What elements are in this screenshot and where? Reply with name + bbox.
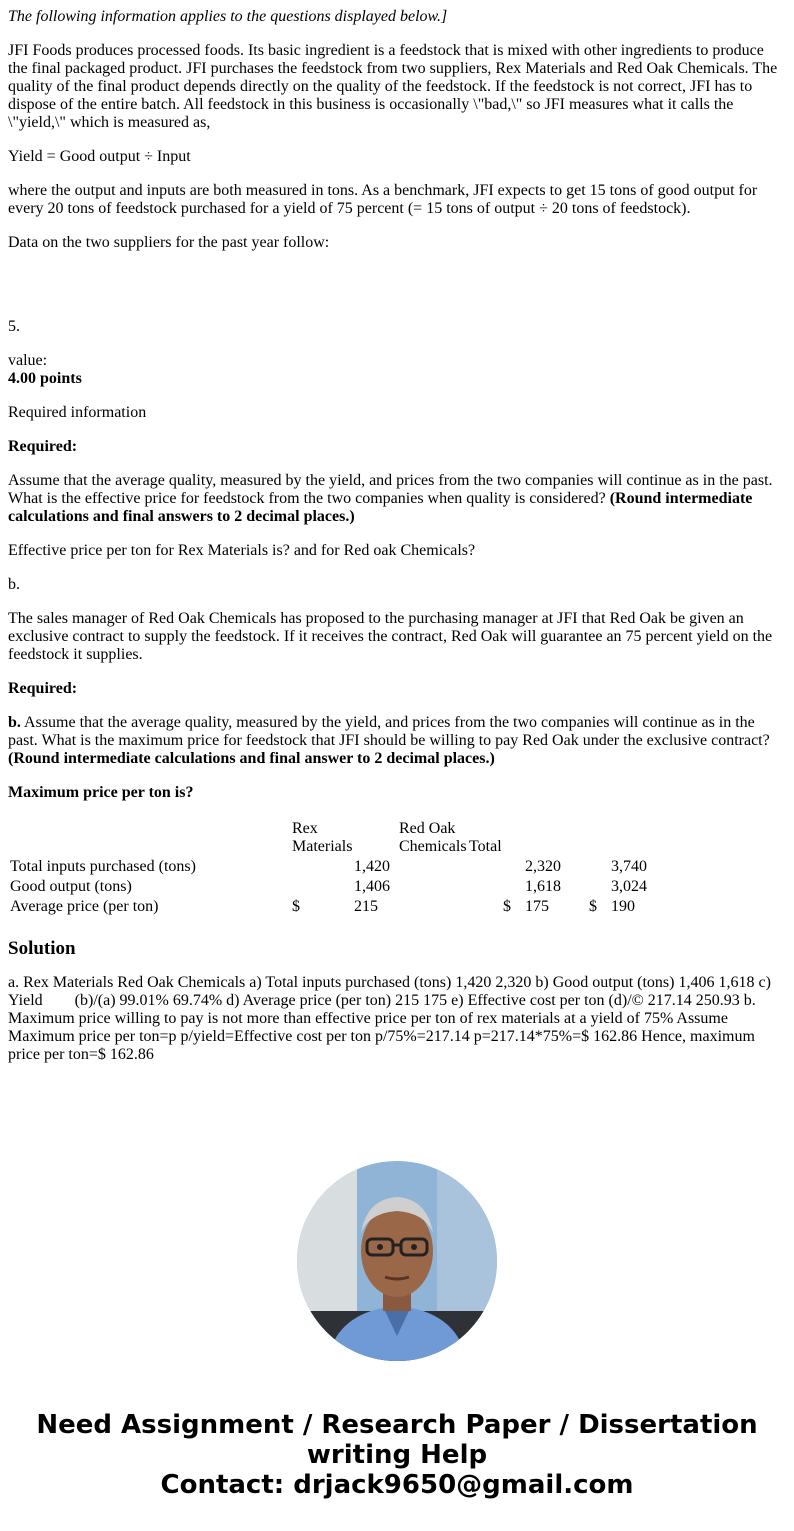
required-label-2: [8, 680, 786, 698]
part-b-context: The sales manager of Red Oak Chemicals has proposed to the purchasing manager at JFI that Red Oak be given an exclusive contract to supply the feedstock. If it receives the contract, Red Oak will guarantee an 75 percent yield on the feedstock it supplies.: [8, 610, 773, 663]
required-label-2-text: Required:: [8, 680, 78, 697]
cell-red: 2,320: [525, 858, 561, 875]
cell-rex: 215: [354, 898, 378, 915]
intro-header-text: The following information applies to the questions displayed below.]: [8, 8, 448, 25]
part-a-text: Assume that the average quality, measured by the yield, and prices from the two companies will continue as in the past. What is the effective price for feedstock from the two companies when quality is considered?: [8, 472, 773, 507]
cell-total: 3,024: [611, 878, 647, 895]
header-rex-2: Materials: [292, 838, 353, 855]
benchmark-paragraph: where the output and inputs are both measured in tons. As a benchmark, JFI expects to get 15 tons of good output for every 20 tons of feedstock purchased for a yield of 75 percent (= 15 tons of output ÷ 20 tons of feedstock).: [8, 182, 758, 217]
footer-contact[interactable]: Contact: drjack9650@gmail.com: [160, 1470, 634, 1500]
currency-red: $: [503, 898, 511, 915]
part-b-rounding: (Round intermediate calculations and final answer to 2 decimal places.): [8, 750, 495, 767]
value-label: value:: [8, 352, 48, 369]
part-b-ask-text: Maximum price per ton is?: [8, 784, 194, 801]
header-red-1: Red Oak: [399, 820, 456, 837]
intro-header: [8, 8, 786, 26]
footer-banner: [0, 1410, 794, 1500]
row-label: Total inputs purchased (tons): [10, 858, 196, 875]
cell-rex: 1,420: [354, 858, 390, 875]
solution-text: a. Rex Materials Red Oak Chemicals a) Total inputs purchased (tons) 1,420 2,320 b) Good output (tons) 1,406 1,618 c) Yield (b)/(a) 99.01% 69.74% d) Average price (per ton) 215 175 e) Effective cost per ton (d)/© 217.14 250.93 b. Maximum price willing to pay is not more than effective price per ton of rex materials at a yield of 75% Assume Maximum price per ton=p p/yield=Effective cost per ton p/75%=217.14 p=217.14*75%=$ 162.86 Hence, maximum price per ton=$ 162.86: [8, 974, 771, 1063]
yield-formula: Yield = Good output ÷ Input: [8, 148, 191, 165]
solution-heading: Solution: [8, 938, 76, 959]
cell-red: 1,618: [525, 878, 561, 895]
required-label-text: Required:: [8, 438, 78, 455]
document: [0, 8, 794, 1064]
person-photo-icon: [297, 1161, 497, 1361]
points: 4.00 points: [8, 370, 82, 387]
question-number: 5.: [8, 318, 20, 335]
header-total: Total: [469, 838, 502, 855]
cell-total: 190: [611, 898, 635, 915]
part-b-question: [8, 714, 786, 768]
row-label: Average price (per ton): [10, 898, 159, 915]
intro-paragraph: JFI Foods produces processed foods. Its basic ingredient is a feedstock that is mixed with other ingredients to produce the final packaged product. JFI purchases the feedstock from two suppliers, Rex Materials and Red Oak Chemicals. The quality of the final product depends directly on the quality of the feedstock. If the feedstock is not correct, JFI has to dispose of the entire batch. All feedstock in this business is occasionally \"bad,\" so JFI measures what it calls the \"yield,\" which is measured as,: [8, 42, 778, 131]
cell-red: 175: [525, 898, 549, 915]
part-a-question: [8, 472, 786, 526]
spacer: [8, 268, 786, 302]
part-b-ask: [8, 784, 786, 802]
currency-rex: $: [292, 898, 300, 915]
header-rex-1: Rex: [292, 820, 318, 837]
part-b-prefix: b.: [8, 714, 21, 731]
part-b-label: b.: [8, 576, 20, 593]
footer-line-1: Need Assignment / Research Paper / Dissertation writing Help: [36, 1410, 758, 1470]
part-a-rounding: (Round intermediate calculations and final answers to 2 decimal places.): [8, 490, 753, 525]
supplier-table: [8, 820, 786, 922]
cell-total: 3,740: [611, 858, 647, 875]
cell-rex: 1,406: [354, 878, 390, 895]
data-intro: Data on the two suppliers for the past year follow:: [8, 234, 330, 251]
row-label: Good output (tons): [10, 878, 132, 895]
required-info: Required information: [8, 404, 147, 421]
part-a-ask: Effective price per ton for Rex Materials is? and for Red oak Chemicals?: [8, 542, 476, 559]
part-b-text: Assume that the average quality, measured by the yield, and prices from the two companies will continue as in the past. What is the maximum price for feedstock that JFI should be willing to pay Red Oak under the exclusive contract?: [8, 714, 770, 749]
currency-total: $: [589, 898, 597, 915]
header-red-2: Chemicals: [399, 838, 467, 855]
required-label: [8, 438, 786, 456]
question-value: [8, 352, 786, 388]
author-photo: [297, 1161, 497, 1361]
